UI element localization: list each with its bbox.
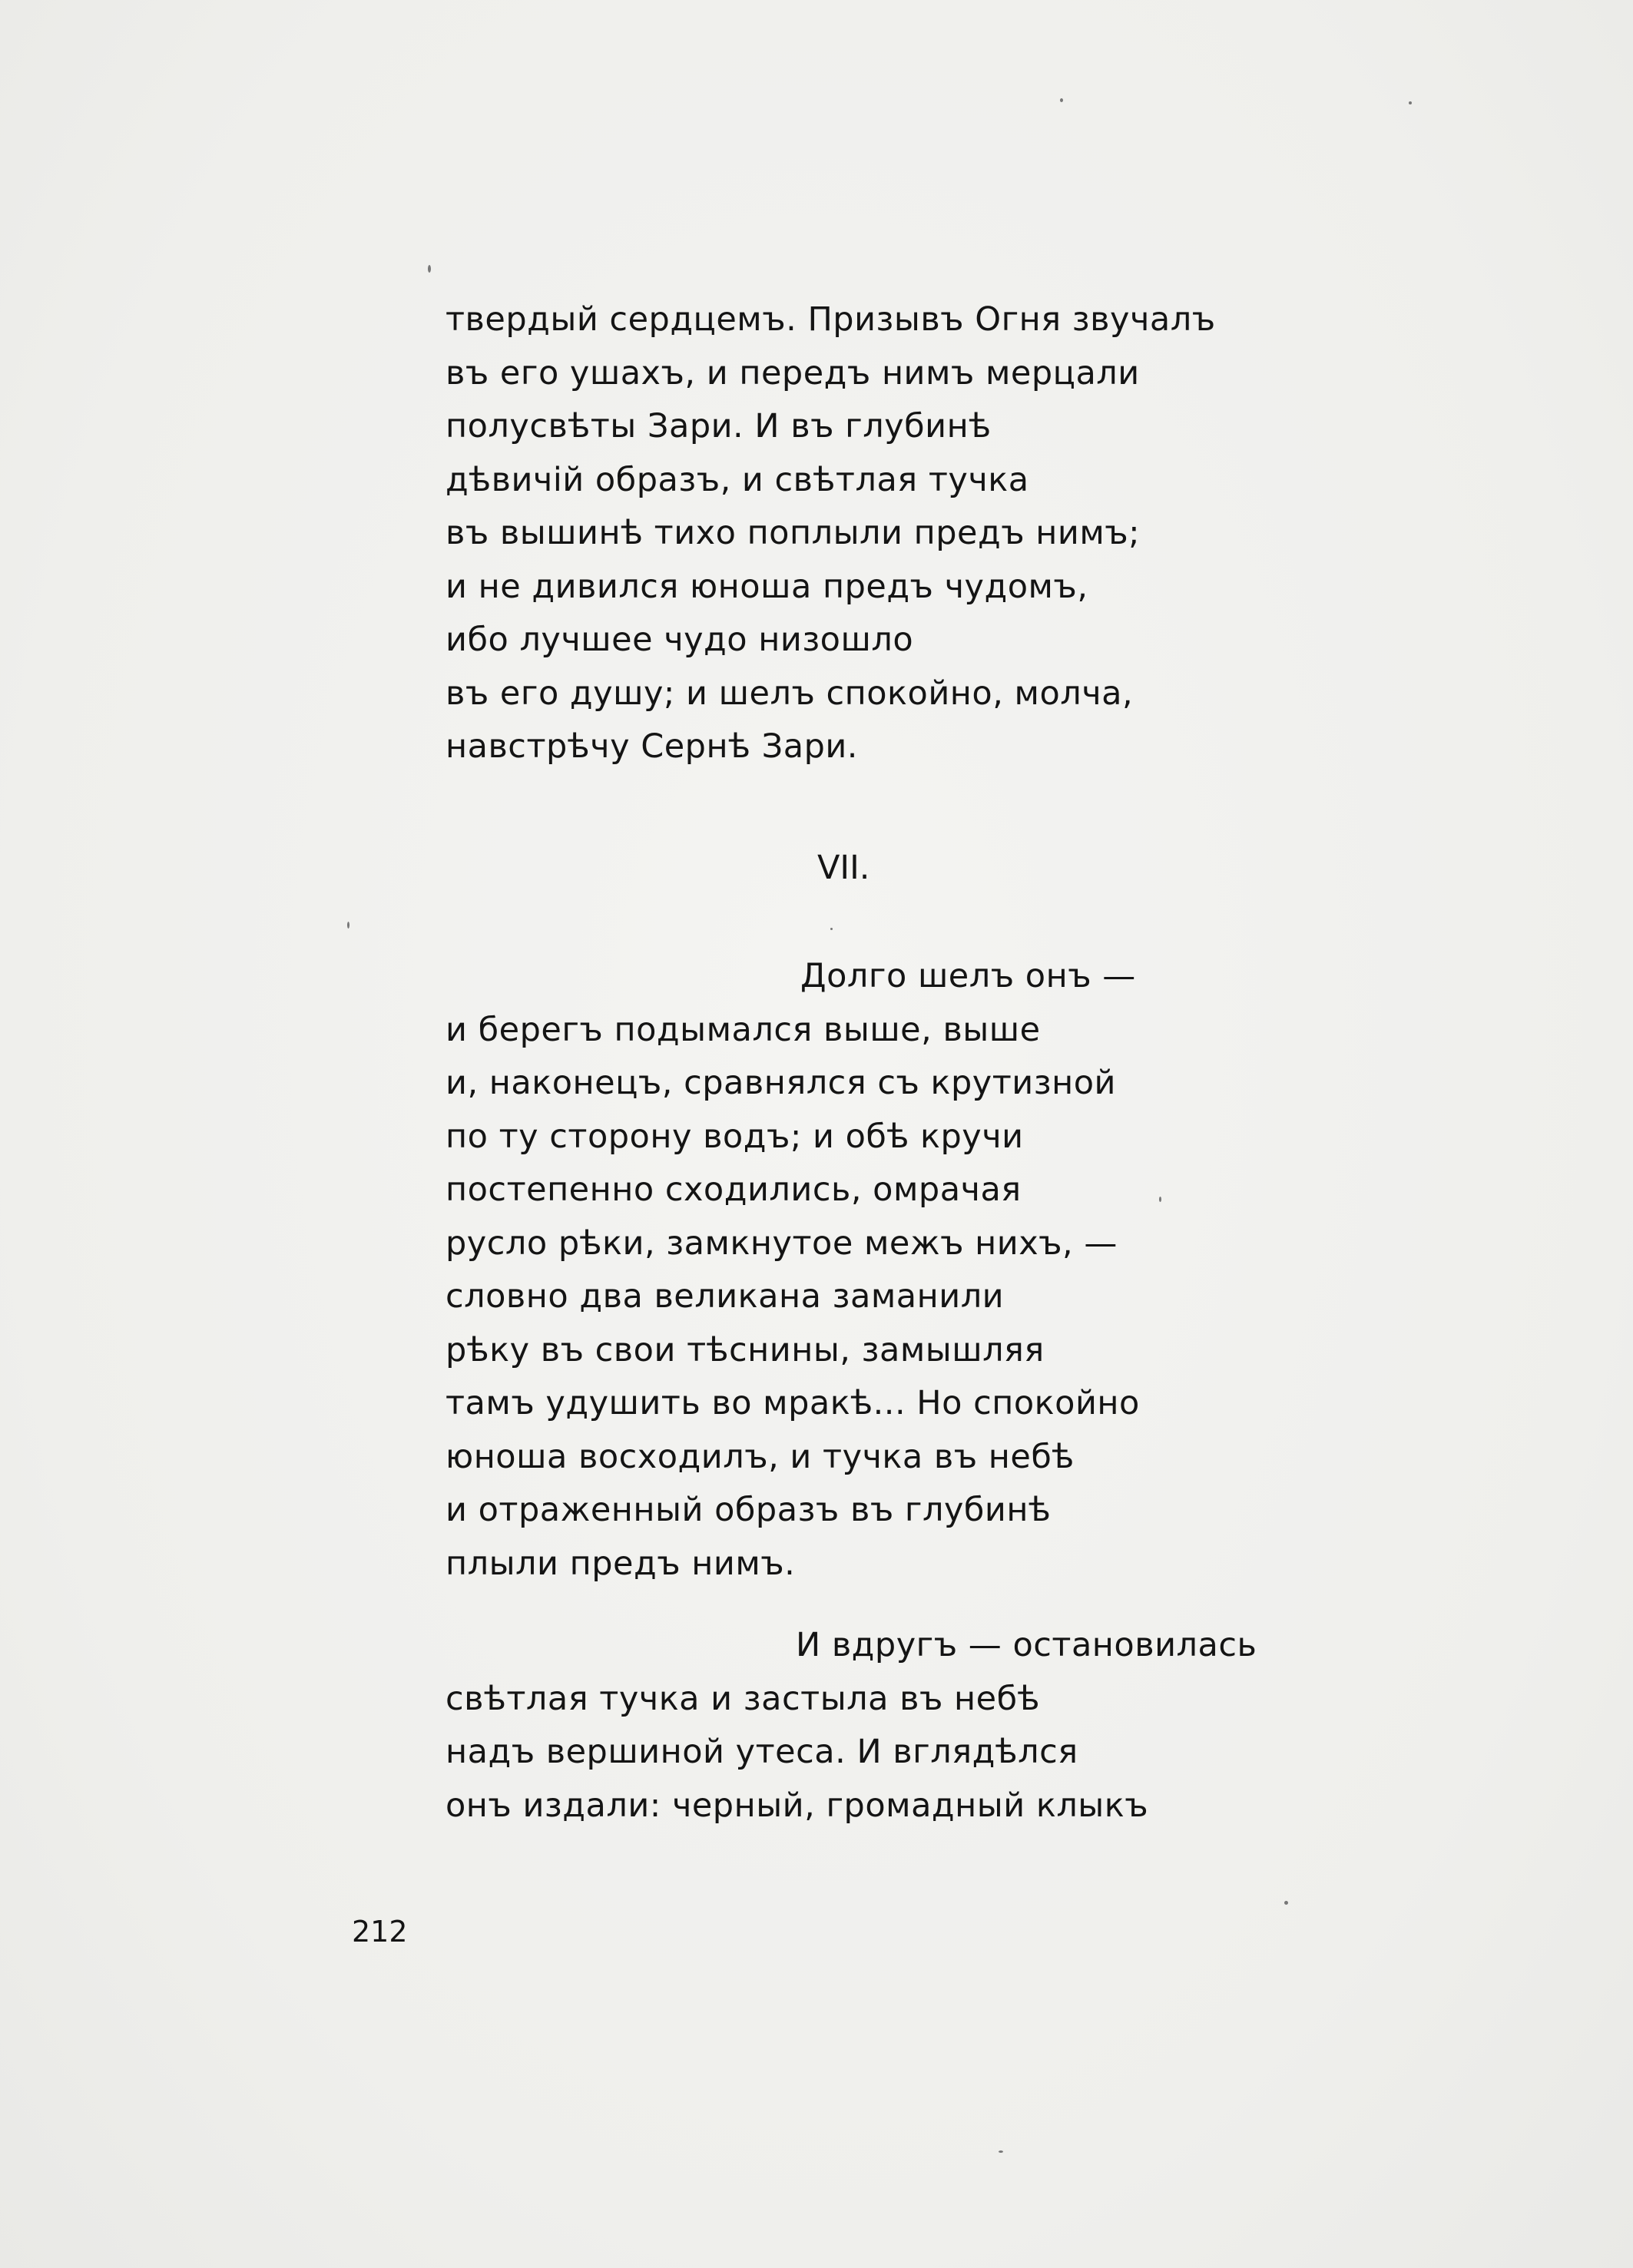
scan-speck [999,2150,1003,2153]
scan-speck [1284,1901,1288,1905]
text-line: свѣтлая тучка и застыла въ небѣ [446,1679,1041,1718]
text-line: дѣвичій образъ, и свѣтлая тучка [446,460,1029,499]
text-line: тамъ удушить во мракѣ... Но спокойно [446,1384,1140,1422]
text-line: и отраженный образъ въ глубинѣ [446,1491,1052,1529]
text-line: по ту сторону водъ; и обѣ кручи [446,1117,1024,1156]
text-line: и берегъ подымался выше, выше [446,1010,1041,1049]
text-line: полусвѣты Зари. И въ глубинѣ [446,407,992,445]
text-line: въ его душу; и шелъ спокойно, молча, [446,674,1134,713]
text-line: навстрѣчу Сернѣ Зари. [446,727,858,766]
paragraph-continuation [446,293,1367,774]
text-line: ибо лучшее чудо низошло [446,621,914,659]
text-line: Долго шелъ онъ — [800,957,1136,995]
text-line: въ вышинѣ тихо поплыли предъ нимъ; [446,514,1141,552]
text-line: русло рѣки, замкнутое межъ нихъ, — [446,1223,1118,1263]
section-heading: VII. [817,849,870,887]
scan-speck [1409,101,1412,104]
section-paragraph [446,950,1367,1591]
page-number: 212 [352,1915,408,1948]
text-line: и, наконецъ, сравнялся съ крутизной [446,1064,1116,1102]
scan-speck [1060,98,1063,102]
scan-speck [428,265,431,273]
text-line: рѣку въ свои тѣснины, замышляя [446,1330,1045,1369]
scan-speck [347,922,349,929]
text-line: И вдругъ — остановилась [796,1626,1257,1664]
text-line: онъ издали: черный, громадный клыкъ [446,1786,1149,1825]
scan-speck [830,928,833,930]
scan-speck [1159,1197,1161,1202]
text-line: постепенно сходились, омрачая [446,1170,1022,1209]
text-line: надъ вершиной утеса. И вглядѣлся [446,1733,1078,1771]
text-line: и не дивился юноша предъ чудомъ, [446,567,1088,606]
section-paragraph [446,1619,1444,1833]
text-line: словно два великана заманили [446,1277,1005,1316]
text-line: юноша восходилъ, и тучка въ небѣ [446,1437,1075,1476]
text-line: плыли предъ нимъ. [446,1544,796,1583]
text-line: въ его ушахъ, и передъ нимъ мерцали [446,353,1140,392]
text-line: твердый сердцемъ. Призывъ Огня звучалъ [446,300,1216,339]
